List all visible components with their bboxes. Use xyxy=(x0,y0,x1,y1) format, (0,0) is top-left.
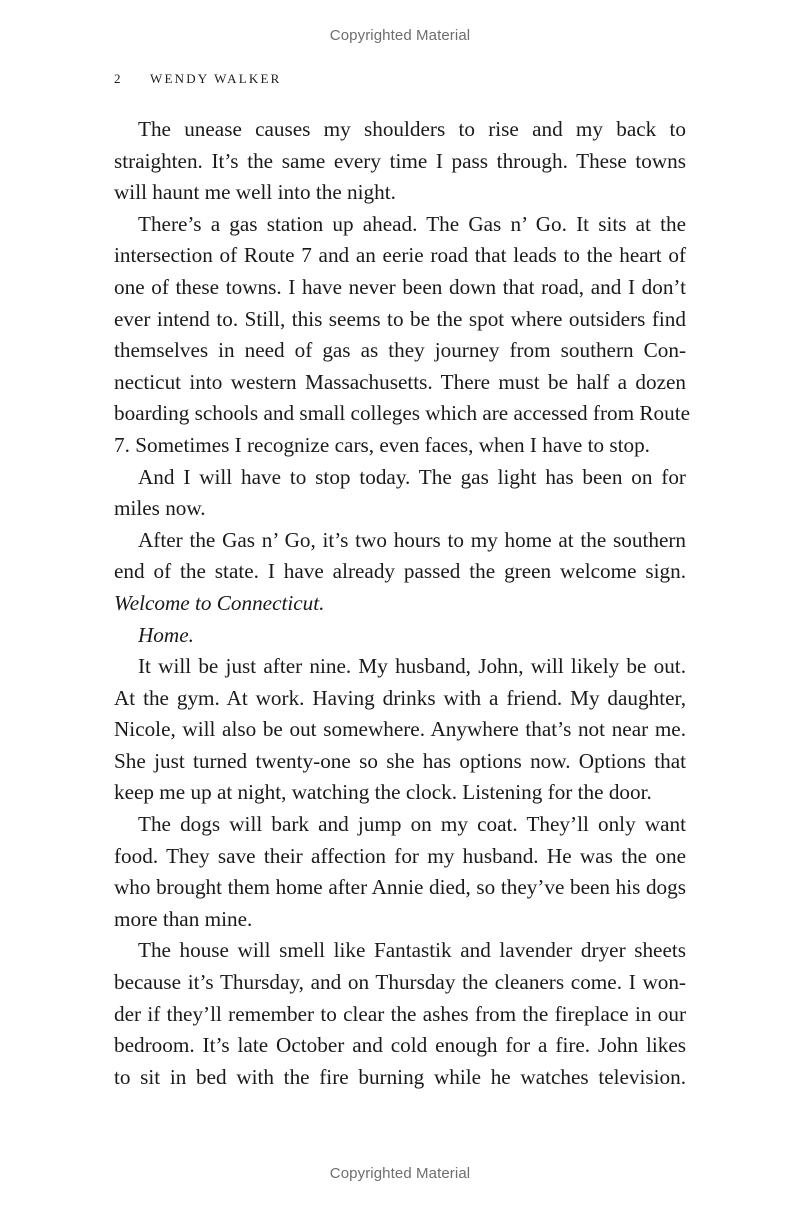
text-line: There’s a gas station up ahead. The Gas n’ Go. It sits at the xyxy=(138,211,686,236)
paragraph xyxy=(114,462,686,525)
text-line: And I will have to stop today. The gas light has been on for xyxy=(138,464,686,489)
page-number: 2 xyxy=(114,71,121,86)
text-line: ever intend to. Still, this seems to be the spot where outsiders find xyxy=(114,306,686,331)
text-line: who brought them home after Annie died, so they’ve been his dogs xyxy=(114,875,686,900)
text-line: After the Gas n’ Go, it’s two hours to my home at the southern xyxy=(138,527,686,552)
copyright-watermark-top: Copyrighted Material xyxy=(329,27,471,44)
paragraph xyxy=(114,935,686,1093)
paragraph xyxy=(114,209,691,462)
text-line: der if they’ll remember to clear the ashes from the fireplace in our xyxy=(114,1001,686,1026)
text-line: keep me up at night, watching the clock. Listening for the door. xyxy=(114,780,652,805)
author-name: WENDY WALKER xyxy=(150,71,282,86)
text-line: boarding schools and small colleges which are accessed from Route xyxy=(114,401,691,426)
paragraph xyxy=(114,525,686,620)
text-line: themselves in need of gas as they journey from southern Con- xyxy=(114,338,686,363)
running-head xyxy=(114,71,281,87)
text-line: It will be just after nine. My husband, John, will likely be out. xyxy=(138,654,686,679)
body-text xyxy=(114,114,691,1093)
paragraph xyxy=(114,114,686,209)
text-line: straighten. It’s the same every time I pass through. These towns xyxy=(114,148,686,173)
italic-text-line: Welcome to Connecticut. xyxy=(114,590,325,615)
text-line: more than mine. xyxy=(114,906,253,931)
text-line: At the gym. At work. Having drinks with a friend. My daughter, xyxy=(114,685,686,710)
text-line: because it’s Thursday, and on Thursday the cleaners come. I won- xyxy=(114,970,686,995)
text-line: The unease causes my shoulders to rise and my back to xyxy=(138,117,686,141)
text-line: miles now. xyxy=(114,496,206,521)
italic-text-line: Home. xyxy=(138,622,194,647)
paragraph xyxy=(114,651,686,809)
text-line: The house will smell like Fantastik and lavender dryer sheets xyxy=(138,938,686,963)
text-line: end of the state. I have already passed the green welcome sign. xyxy=(114,559,686,584)
paragraph xyxy=(114,620,686,652)
text-line: bedroom. It’s late October and cold enough for a fire. John likes xyxy=(114,1033,686,1058)
text-line: will haunt me well into the night. xyxy=(114,180,396,205)
text-line: to sit in bed with the fire burning while he watches television. xyxy=(114,1064,686,1089)
text-line: Nicole, will also be out somewhere. Anywhere that’s not near me. xyxy=(114,717,686,742)
text-line: food. They save their affection for my husband. He was the one xyxy=(114,843,686,868)
text-line: She just turned twenty-one so she has options now. Options that xyxy=(114,748,686,773)
text-line: 7. Sometimes I recognize cars, even faces, when I have to stop. xyxy=(114,432,650,457)
text-line: intersection of Route 7 and an eerie road that leads to the heart of xyxy=(114,243,686,268)
text-line: The dogs will bark and jump on my coat. They’ll only want xyxy=(138,812,686,837)
text-line: one of these towns. I have never been down that road, and I don’t xyxy=(114,274,686,299)
text-line: necticut into western Massachusetts. There must be half a dozen xyxy=(114,369,686,394)
copyright-watermark-bottom: Copyrighted Material xyxy=(329,1165,471,1182)
paragraph xyxy=(114,809,686,935)
